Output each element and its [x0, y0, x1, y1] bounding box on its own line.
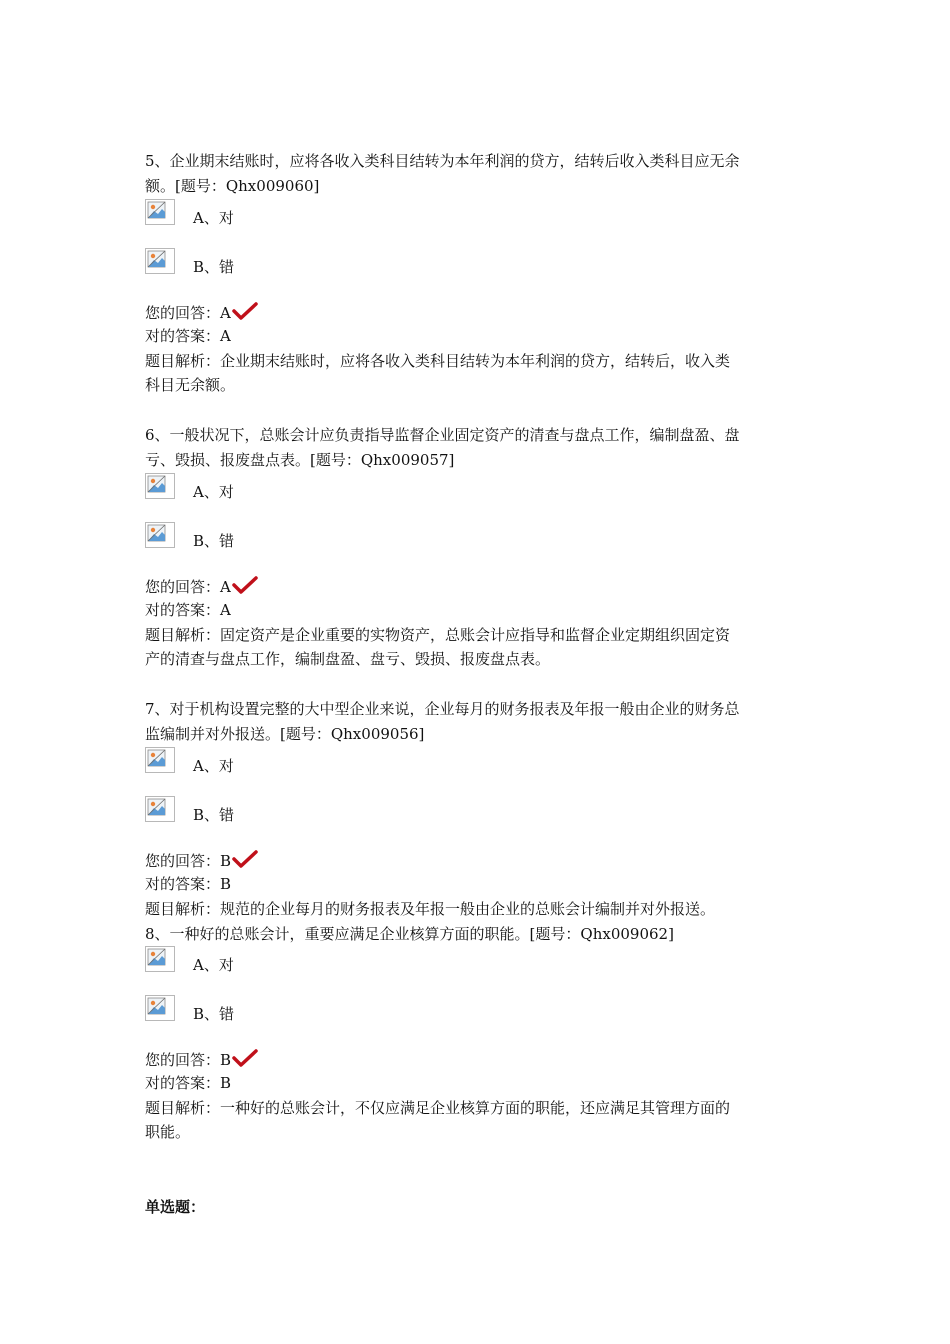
broken-image-icon	[145, 946, 175, 972]
question-6-option-a-label: A、对	[193, 483, 234, 501]
question-8-option-a-label: A、对	[193, 956, 234, 974]
question-5-analysis-line-2: 科目无余额。	[145, 376, 236, 394]
question-6-your-answer	[145, 576, 258, 598]
checkmark-icon	[232, 302, 258, 320]
question-7-your-answer	[145, 850, 258, 872]
question-7-option-a-label: A、对	[193, 757, 234, 775]
question-8-your-answer-text: 您的回答：B	[145, 1051, 232, 1069]
question-6-analysis-line-2: 产的清查与盘点工作，编制盘盈、盘亏、毁损、报废盘点表。	[145, 650, 551, 668]
question-6-option-a[interactable]	[145, 473, 345, 503]
broken-image-icon	[145, 248, 175, 274]
question-8-correct-answer: 对的答案：B	[145, 1074, 232, 1092]
question-8-analysis-line-2: 职能。	[145, 1123, 191, 1141]
question-6-correct-answer: 对的答案：A	[145, 601, 231, 619]
question-5-your-answer	[145, 302, 258, 324]
question-8-analysis-line-1: 题目解析：一种好的总账会计，不仅应满足企业核算方面的职能，还应满足其管理方面的	[145, 1099, 731, 1117]
question-7-analysis-line-1: 题目解析：规范的企业每月的财务报表及年报一般由企业的总账会计编制并对外报送。	[145, 900, 716, 918]
broken-image-icon	[145, 796, 175, 822]
checkmark-icon	[232, 1049, 258, 1067]
question-5-option-b-label: B、错	[193, 258, 235, 276]
question-7-text-line-2: 监编制并对外报送。[题号：Qhx009056]	[145, 725, 425, 743]
question-7-option-b-label: B、错	[193, 806, 235, 824]
question-5-option-a[interactable]	[145, 199, 345, 229]
question-8-your-answer	[145, 1049, 258, 1071]
question-7-option-b[interactable]	[145, 796, 345, 826]
broken-image-icon	[145, 199, 175, 225]
question-6-option-b[interactable]	[145, 522, 345, 552]
question-8-text-line-1: 8、一种好的总账会计，重要应满足企业核算方面的职能。[题号：Qhx009062]	[145, 925, 674, 943]
question-7-your-answer-text: 您的回答：B	[145, 852, 232, 870]
broken-image-icon	[145, 473, 175, 499]
question-6-option-b-label: B、错	[193, 532, 235, 550]
question-6-analysis-line-1: 题目解析：固定资产是企业重要的实物资产，总账会计应指导和监督企业定期组织固定资	[145, 626, 731, 644]
question-6-text-line-1: 6、一般状况下，总账会计应负责指导监督企业固定资产的清查与盘点工作，编制盘盈、盘	[145, 426, 740, 444]
question-6-your-answer-text: 您的回答：A	[145, 578, 231, 596]
broken-image-icon	[145, 995, 175, 1021]
question-5-text-line-2: 额。[题号：Qhx009060]	[145, 177, 320, 195]
question-5-option-a-label: A、对	[193, 209, 234, 227]
question-5-text-line-1: 5、企业期末结账时，应将各收入类科目结转为本年利润的贷方，结转后收入类科目应无余	[145, 152, 740, 170]
question-8-option-b[interactable]	[145, 995, 345, 1025]
question-5-option-b[interactable]	[145, 248, 345, 278]
question-5-your-answer-text: 您的回答：A	[145, 304, 231, 322]
question-5-analysis-line-1: 题目解析：企业期末结账时，应将各收入类科目结转为本年利润的贷方，结转后，收入类	[145, 352, 731, 370]
question-5-correct-answer: 对的答案：A	[145, 327, 231, 345]
question-7-text-line-1: 7、对于机构设置完整的大中型企业来说，企业每月的财务报表及年报一般由企业的财务总	[145, 700, 740, 718]
question-7-correct-answer: 对的答案：B	[145, 875, 232, 893]
question-8-option-b-label: B、错	[193, 1005, 235, 1023]
section-heading: 单选题：	[145, 1198, 206, 1216]
checkmark-icon	[232, 850, 258, 868]
question-8-option-a[interactable]	[145, 946, 345, 976]
checkmark-icon	[232, 576, 258, 594]
broken-image-icon	[145, 747, 175, 773]
broken-image-icon	[145, 522, 175, 548]
question-6-text-line-2: 亏、毁损、报废盘点表。[题号：Qhx009057]	[145, 451, 455, 469]
question-7-option-a[interactable]	[145, 747, 345, 777]
